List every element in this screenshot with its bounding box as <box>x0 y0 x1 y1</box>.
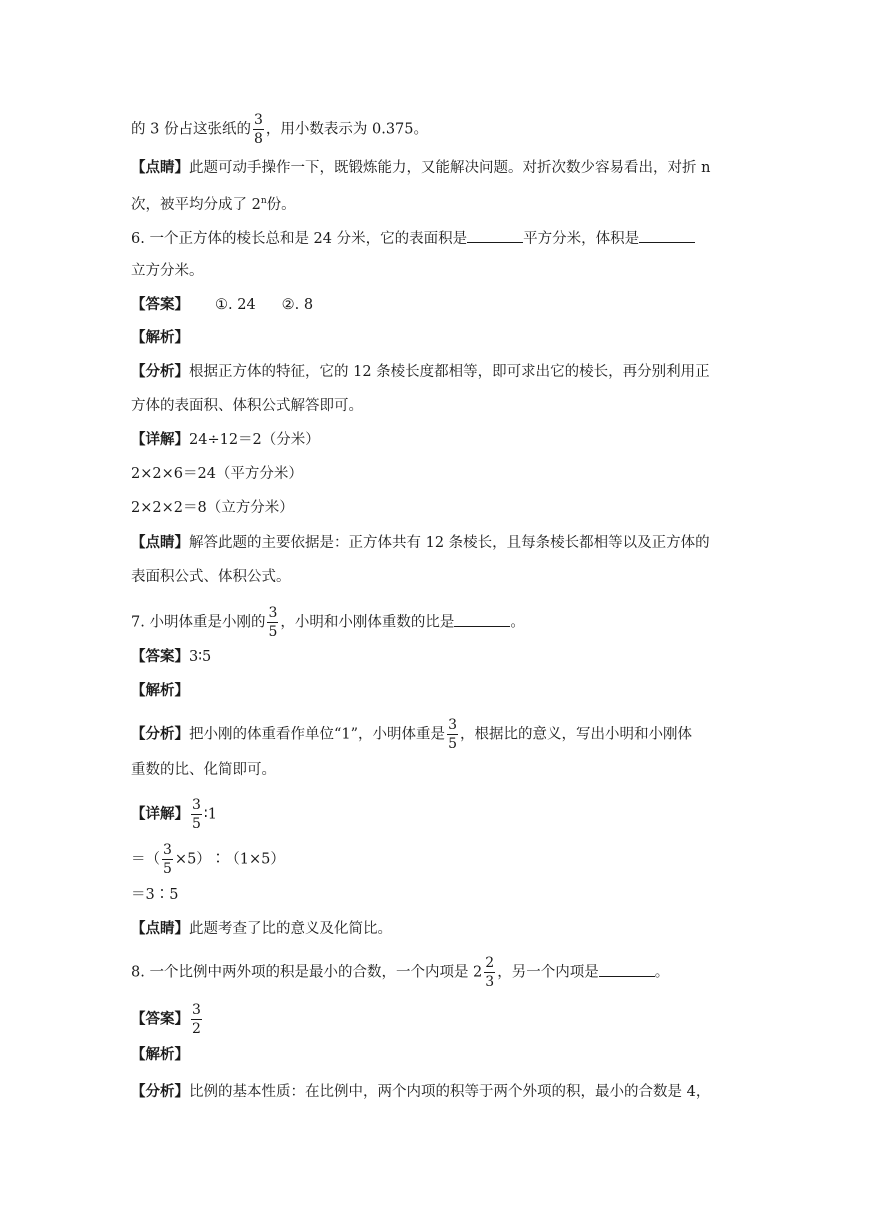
analysis-heading-8: 【解析】 <box>131 1046 189 1063</box>
exponent: n <box>260 196 267 206</box>
text: 次，被平均分成了 2 <box>131 196 261 213</box>
answer-tag: 【答案】 <box>131 648 189 665</box>
fraction <box>447 718 458 751</box>
fraction <box>191 798 202 831</box>
answer-8 <box>131 1003 749 1036</box>
answer-blank <box>454 612 510 627</box>
detail-text: 24÷12＝2（分米） <box>189 432 320 448</box>
denominator: 5 <box>268 624 278 640</box>
answer-7 <box>131 647 749 667</box>
analysis-text: 根据正方体的特征，它的 12 条棱长度都相等，即可求出它的棱长，再分别利用正 <box>189 364 710 380</box>
fraction <box>484 956 495 989</box>
answer-value: 3∶5 <box>189 649 212 665</box>
analysis-6 <box>131 362 749 382</box>
detail-6 <box>131 430 749 450</box>
analysis-7-cont: 重数的比、化简即可。 <box>131 762 276 778</box>
answer-value: ②. 8 <box>281 297 314 313</box>
analysis-heading-6: 【解析】 <box>131 329 189 346</box>
detail-text: ×5）∶（1×5） <box>174 851 285 868</box>
question-text: ，小明和小刚体重数的比是 <box>280 614 455 631</box>
continuation-line <box>131 113 749 146</box>
question-text: 6. 一个正方体的棱长总和是 24 分米，它的表面积是 <box>131 231 468 247</box>
tip-tag: 【点睛】 <box>131 534 189 551</box>
answer-6 <box>131 295 749 315</box>
question-6 <box>131 228 749 249</box>
fraction <box>191 1003 202 1036</box>
denominator: 5 <box>448 736 457 752</box>
detail-6-line2: 2×2×6＝24（平方分米） <box>131 466 303 482</box>
analysis-text: 比例的基本性质：在比例中，两个内项的积等于两个外项的积，最小的合数是 4， <box>189 1084 711 1100</box>
analysis-text: 把小刚的体重看作单位“1”，小明体重是 <box>189 726 446 743</box>
analysis-8 <box>131 1082 749 1102</box>
numerator: 3 <box>192 797 201 813</box>
detail-7 <box>131 798 749 831</box>
numerator: 3 <box>448 717 457 733</box>
tip-6 <box>131 533 749 553</box>
question-6-cont <box>131 261 749 281</box>
detail-tag: 【详解】 <box>131 805 189 823</box>
question-text: 。 <box>654 964 670 981</box>
tip-7 <box>131 919 749 939</box>
detail-text: ∶1 <box>203 806 217 823</box>
denominator: 5 <box>192 816 201 832</box>
detail-text: ＝（ <box>131 851 160 868</box>
text: 的 3 份占这张纸的 <box>131 121 251 138</box>
answer-blank <box>599 962 655 977</box>
detail-tag: 【详解】 <box>131 431 189 448</box>
detail-7-line3: ＝3∶5 <box>131 887 179 903</box>
tip-6-cont: 表面积公式、体积公式。 <box>131 569 291 585</box>
question-7 <box>131 606 749 639</box>
tip-text: 此题考查了比的意义及化简比。 <box>189 921 392 937</box>
question-text: ，另一个内项是 <box>497 964 599 981</box>
tip-line-2 <box>131 191 749 215</box>
detail-7-line2 <box>131 843 749 876</box>
numerator: 3 <box>163 842 172 858</box>
question-text: 平方分米，体积是 <box>523 231 640 247</box>
numerator: 3 <box>253 112 263 128</box>
answer-tag: 【答案】 <box>131 296 189 313</box>
tip-tag: 【点睛】 <box>131 159 189 176</box>
analysis-tag: 【分析】 <box>131 1083 189 1100</box>
analysis-tag: 【分析】 <box>131 725 189 743</box>
fraction <box>253 113 264 146</box>
tip-text: 此题可动手操作一下，既锻炼能力，又能解决问题。对折次数少容易看出，对折 n <box>189 160 711 176</box>
tip-tag: 【点睛】 <box>131 920 189 937</box>
denominator: 3 <box>485 974 495 990</box>
text: 份。 <box>266 196 296 213</box>
analysis-tag: 【分析】 <box>131 363 189 380</box>
detail-6-line3: 2×2×2＝8（立方分米） <box>131 500 294 516</box>
analysis-6-cont: 方体的表面积、体积公式解答即可。 <box>131 398 363 414</box>
analysis-heading-7: 【解析】 <box>131 682 189 699</box>
answer-tag: 【答案】 <box>131 1010 189 1028</box>
question-text: 立方分米。 <box>131 263 204 279</box>
denominator: 5 <box>163 861 172 877</box>
analysis-7 <box>131 718 749 751</box>
denominator: 8 <box>253 131 263 147</box>
tip-text: 解答此题的主要依据是：正方体共有 12 条棱长，且每条棱长都相等以及正方体的 <box>189 535 710 551</box>
question-8 <box>131 956 749 989</box>
question-text: 8. 一个比例中两外项的积是最小的合数，一个内项是 2 <box>131 964 483 981</box>
text: ，用小数表示为 0.375。 <box>265 121 428 138</box>
denominator: 2 <box>192 1021 201 1037</box>
numerator: 3 <box>192 1002 201 1018</box>
fraction <box>267 606 278 639</box>
answer-value: ①. 24 <box>215 297 256 313</box>
question-text: 。 <box>510 614 525 631</box>
answer-blank <box>467 228 523 243</box>
numerator: 2 <box>485 955 495 971</box>
question-text: 7. 小明体重是小刚的 <box>131 614 266 631</box>
answer-blank <box>639 228 695 243</box>
tip-line <box>131 158 749 178</box>
analysis-text: ，根据比的意义，写出小明和小刚体 <box>459 726 692 743</box>
numerator: 3 <box>268 605 278 621</box>
fraction <box>162 843 173 876</box>
